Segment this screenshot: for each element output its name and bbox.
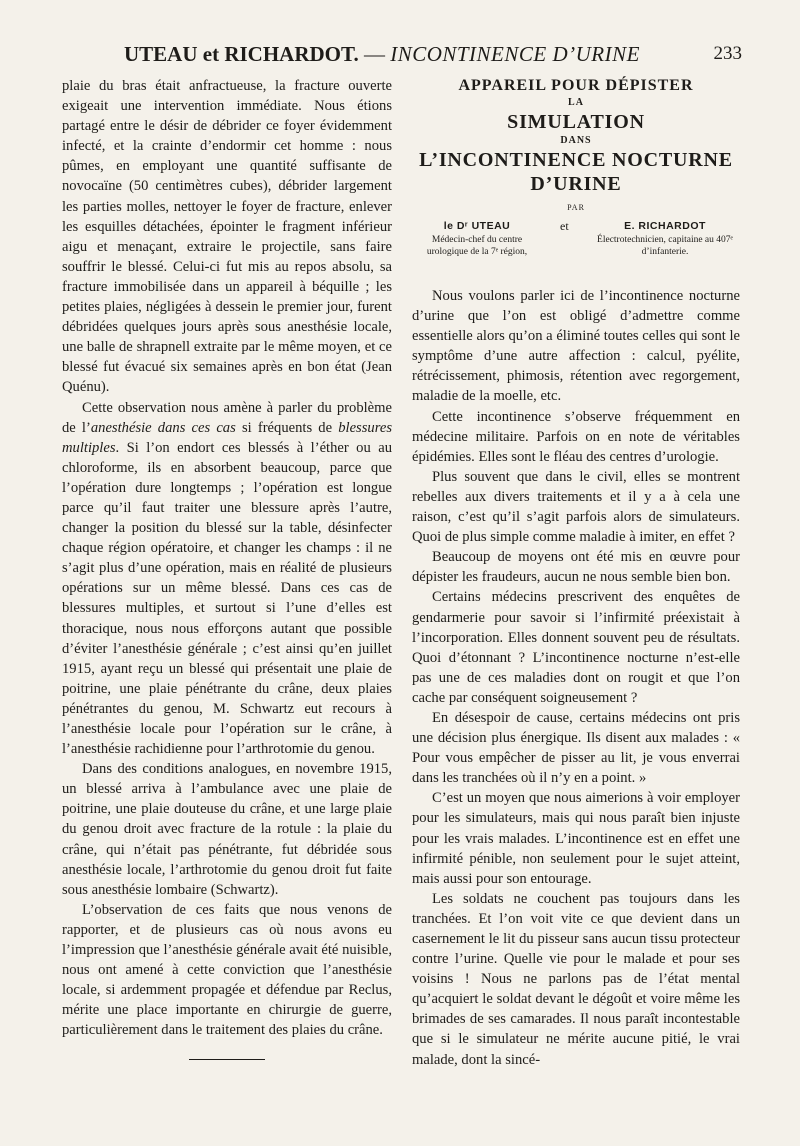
paragraph: Nous voulons parler ici de l’incontinence nocturne d’urine que l’on est obligé d’admettre comme essentielle alors qu’on a éliminé toutes celles qui sont le symptôme d’une autre affection : calcul, pyélite, rétrécissement, phimosis, rétention avec regorgement, maladie de la moelle, etc. <box>412 288 740 405</box>
article-heading <box>412 76 740 216</box>
byline-conjunction: et <box>560 219 569 233</box>
author-role: Électrotechnicien, capitaine au 407ᵉ d’infanterie. <box>597 235 733 257</box>
page-number: 233 <box>713 43 742 64</box>
heading-line: DANS <box>560 135 592 146</box>
heading-title: L’INCONTINENCE NOCTURNE <box>419 149 733 171</box>
paragraph: L’observation de ces faits que nous venons de rapporter, et de plusieurs cas où nous avons eu l’impression que l’anesthésie générale avait été nuisible, nous ont amené à cette conviction que l’anesthésie locale, si ardemment propagée et défendue par Reclus, mérite une place importante en chirurgie de guerre, particulièrement dans le traitement des plaies du crâne. <box>62 901 392 1039</box>
paragraph: Cette incontinence s’observe fréquemment en médecine militaire. Parfois on en note de véritables épidémies. Elles sont le fléau des centres d’urologie. <box>412 408 740 465</box>
paragraph: Plus souvent que dans le civil, elles se montrent rebelles aux divers traitements et il y a à cela une raison, c’est qu’il s’agit parfois alors de simulateurs. Quoi de plus simple comme maladie à imiter, en effet ? <box>412 468 740 546</box>
end-rule <box>189 1059 265 1060</box>
author-name: E. RICHARDOT <box>624 220 706 232</box>
paragraph: Beaucoup de moyens ont été mis en œuvre pour dépister les fraudeurs, aucun ne nous semble bien bon. <box>412 549 740 586</box>
text-run: Cette observation nous amène à parler du problème de l’ <box>62 399 392 436</box>
paragraph: Dans des conditions analogues, en novembre 1915, un blessé arriva à l’ambulance avec une plaie de poitrine, une plaie douteuse du crâne, et une large plaie du genou droit avec fracture de la rotule : la plaie du crâne, qui n’était pas pénétrante, fut débridée sous anesthésie locale, l’arthrotomie du genou droit fut faite sous anesthésie lombaire (Schwartz). <box>62 761 392 898</box>
running-subject: INCONTINENCE D’URINE <box>390 42 640 66</box>
author-role: Médecin-chef du centre urologique de la 7ᵉ région, <box>426 235 528 257</box>
running-dash: — <box>363 42 385 66</box>
running-head <box>62 40 742 68</box>
italic-phrase: blessures multiples <box>62 419 392 456</box>
paragraph: Les soldats ne couchent pas toujours dans les tranchées. Et l’on voit vite ce que devient dans un casernement le lit du pisseur sans aucun tissu protecteur contre l’urine. Quelle vie pour le malade et pour ses voisins ! Nous ne parlons pas de l’état mental qu’acquiert le soldat devant le dégoût et voire même les brimades de ses camarades. Il nous paraît incontestable que si le simulateur ne mérite aucune pitié, le vrai malade, dont la sincé- <box>412 890 740 1068</box>
heading-title: SIMULATION <box>507 111 645 133</box>
running-title <box>124 40 640 68</box>
author-name: le Dʳ UTEAU <box>443 220 511 232</box>
byline <box>412 220 740 272</box>
author-block <box>590 220 740 258</box>
right-column <box>412 76 740 1070</box>
italic-phrase: anesthésie dans ces cas <box>90 419 236 436</box>
left-column <box>62 76 392 1060</box>
author-block <box>412 220 542 258</box>
text-run: si fréquents de <box>235 419 339 436</box>
heading-line: APPAREIL POUR DÉPISTER <box>458 77 694 94</box>
paragraph <box>62 398 392 760</box>
heading-title: D’URINE <box>530 173 622 195</box>
heading-par: PAR <box>567 203 585 212</box>
text-run: . Si l’on endort ces blessés à l’éther ou au chloroforme, ils en absorbent beaucoup, parce que l’opération dure longtemps ; l’opération est longue parce qu’il faut traiter une blessure après l’autre, changer la position du blessé sur la table, désinfecter chaque région opératoire, et changer les champs : il ne s’agit plus d’une opération, mais en réalité de plusieurs opérations sur un même blessé. Dans ces cas de blessures multiples, et surtout si l’une d’elles est thoracique, nous nous efforçons autant que possible d’éviter l’anesthésie générale ; c’est ainsi qu’en juillet 1915, ayant reçu un blessé qui présentait une plaie de poitrine, une plaie pénétrante du crâne, deux plaies pénétrantes du genou, M. Schwartz eut recours à l’anesthésie locale pour l’opération sur le crâne, à l’anesthésie rachidienne pour l’arthrotomie du genou. <box>62 439 392 758</box>
paragraph: En désespoir de cause, certains médecins ont pris une décision plus énergique. Ils disent aux malades : « Pour vous empêcher de pisser au lit, je vous enverrai dans les tranchées où il n’y en a point. » <box>412 709 740 787</box>
paragraph: plaie du bras était anfractueuse, la fracture ouverte exigeait une intervention immédiate. Nous étions partagé entre le désir de débrider ce foyer évidemment infecté, et la crainte d’endormir cet homme : nous pûmes, en employant une quantité suffisante de novocaïne (50 centimètres cubes), débrider largement les parties molles, nettoyer le foyer de fracture, enlever les esquilles détachées, épointer le fragment inférieur aigu et menaçant, extraire le projectile, sans faire souffrir le blessé. Celui-ci fut mis au repos absolu, sa fracture immobilisée dans un appareil à béquille ; les petites plaies, négligées à dessein le premier jour, furent débridées quelques jours après sous anesthésie locale, une balle de shrapnell extraite par le même moyen, et ce blessé fut évacué six semaines après en bon état (Jean Quénu). <box>62 78 392 396</box>
heading-line: LA <box>568 97 584 108</box>
running-authors: UTEAU et RICHARDOT. <box>124 42 359 66</box>
paragraph: C’est un moyen que nous aimerions à voir employer pour les simulateurs, mais qui nous paraît bien injuste pour les vrais malades. L’incontinence est en effet une infirmité pénible, non seulement pour le sujet atteint, mais aussi pour son entourage. <box>412 790 740 887</box>
paragraph: Certains médecins prescrivent des enquêtes de gendarmerie pour savoir si l’infirmité préexistait à l’incorporation. Elles donnent souvent peu de résultats. Quoi d’étonnant ? L’incontinence nocturne n’est-elle pas une de ces maladies dont on rougit et que l’on cache par conséquent soigneusement ? <box>412 589 740 706</box>
